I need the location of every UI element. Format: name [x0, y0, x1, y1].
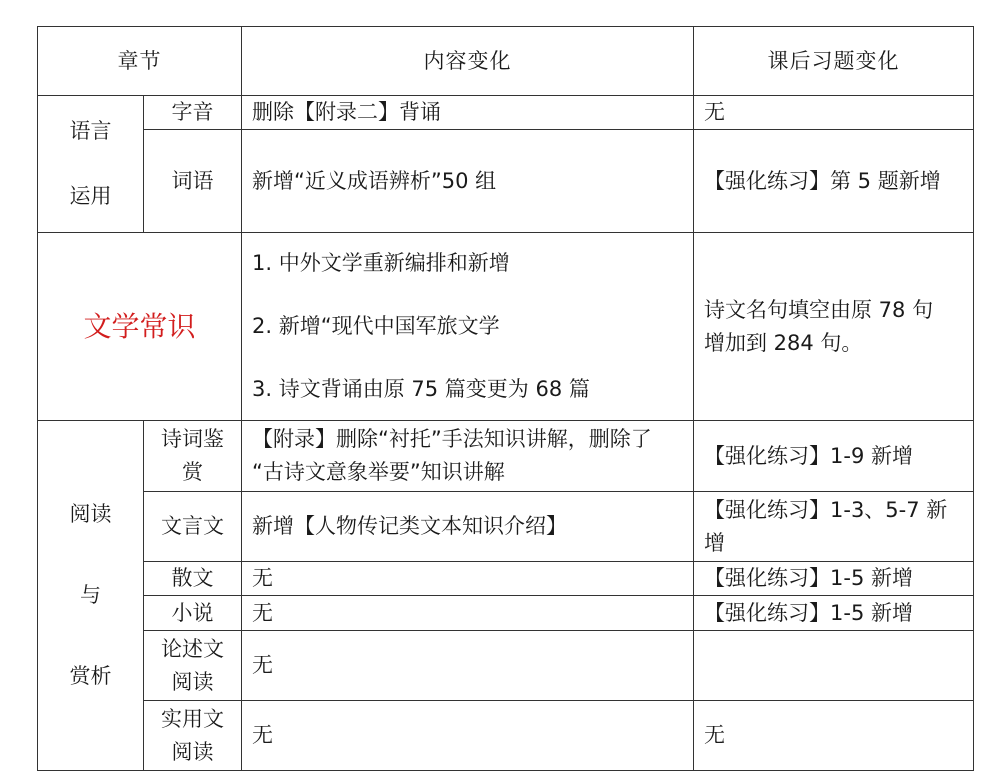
content-cell: 无 — [242, 631, 694, 701]
header-chapter: 章节 — [38, 27, 242, 96]
table-row — [38, 233, 974, 421]
content-cell: 无 — [242, 701, 694, 771]
subsection-label: 文言文 — [144, 492, 242, 562]
changes-table — [37, 26, 974, 771]
section-title-language — [38, 96, 144, 233]
content-cell: 无 — [242, 596, 694, 631]
table-row — [38, 96, 974, 130]
table-row — [38, 631, 974, 701]
subsection-label-line: 阅读 — [171, 739, 214, 764]
exercise-line: 诗文名句填空由原 78 句 — [704, 297, 934, 322]
exercise-line: 增 — [704, 530, 725, 555]
section-title-literature: 文学常识 — [38, 233, 242, 421]
content-line: “古诗文意象举要”知识讲解 — [252, 460, 505, 484]
content-cell: 新增“近义成语辨析”50 组 — [242, 130, 694, 233]
exercise-cell: 【强化练习】1-5 新增 — [694, 596, 974, 631]
section-title-line: 运用 — [69, 184, 112, 208]
section-title-line: 赏析 — [69, 664, 112, 688]
exercise-cell — [694, 631, 974, 701]
section-title-line: 语言 — [69, 119, 112, 143]
subsection-label: 散文 — [144, 562, 242, 596]
exercise-cell — [694, 233, 974, 421]
content-line: 【附录】删除“衬托”手法知识讲解，删除了 — [252, 427, 652, 451]
content-line: 2. 新增“现代中国军旅文学 — [252, 314, 500, 338]
exercise-cell — [694, 492, 974, 562]
subsection-label — [144, 421, 242, 492]
content-cell: 新增【人物传记类文本知识介绍】 — [242, 492, 694, 562]
header-row — [38, 27, 974, 96]
table-row — [38, 596, 974, 631]
table-row — [38, 701, 974, 771]
exercise-cell: 无 — [694, 701, 974, 771]
subsection-label-line: 诗词鉴 — [161, 427, 224, 451]
subsection-label — [144, 631, 242, 701]
table-row — [38, 492, 974, 562]
subsection-label: 字音 — [144, 96, 242, 130]
section-title-reading — [38, 421, 144, 771]
content-line: 3. 诗文背诵由原 75 篇变更为 68 篇 — [252, 377, 590, 401]
content-cell — [242, 233, 694, 421]
exercise-line: 【强化练习】1-3、5-7 新 — [704, 497, 948, 522]
section-title-line: 与 — [80, 583, 101, 607]
subsection-label-line: 阅读 — [171, 669, 214, 694]
subsection-label-line: 实用文 — [161, 706, 224, 731]
exercise-cell: 【强化练习】第 5 题新增 — [694, 130, 974, 233]
content-cell: 无 — [242, 562, 694, 596]
exercise-cell: 【强化练习】1-5 新增 — [694, 562, 974, 596]
table-row — [38, 421, 974, 492]
header-content-change: 内容变化 — [242, 27, 694, 96]
subsection-label-line: 赏 — [182, 460, 203, 484]
exercise-cell: 无 — [694, 96, 974, 130]
exercise-line: 增加到 284 句。 — [704, 330, 863, 355]
table-row — [38, 562, 974, 596]
subsection-label-line: 论述文 — [161, 636, 224, 661]
subsection-label: 小说 — [144, 596, 242, 631]
content-line: 1. 中外文学重新编排和新增 — [252, 251, 510, 275]
section-title-line: 阅读 — [69, 502, 112, 526]
content-cell: 删除【附录二】背诵 — [242, 96, 694, 130]
header-exercise-change: 课后习题变化 — [694, 27, 974, 96]
table-row — [38, 130, 974, 233]
exercise-cell: 【强化练习】1-9 新增 — [694, 421, 974, 492]
content-cell — [242, 421, 694, 492]
subsection-label: 词语 — [144, 130, 242, 233]
subsection-label — [144, 701, 242, 771]
